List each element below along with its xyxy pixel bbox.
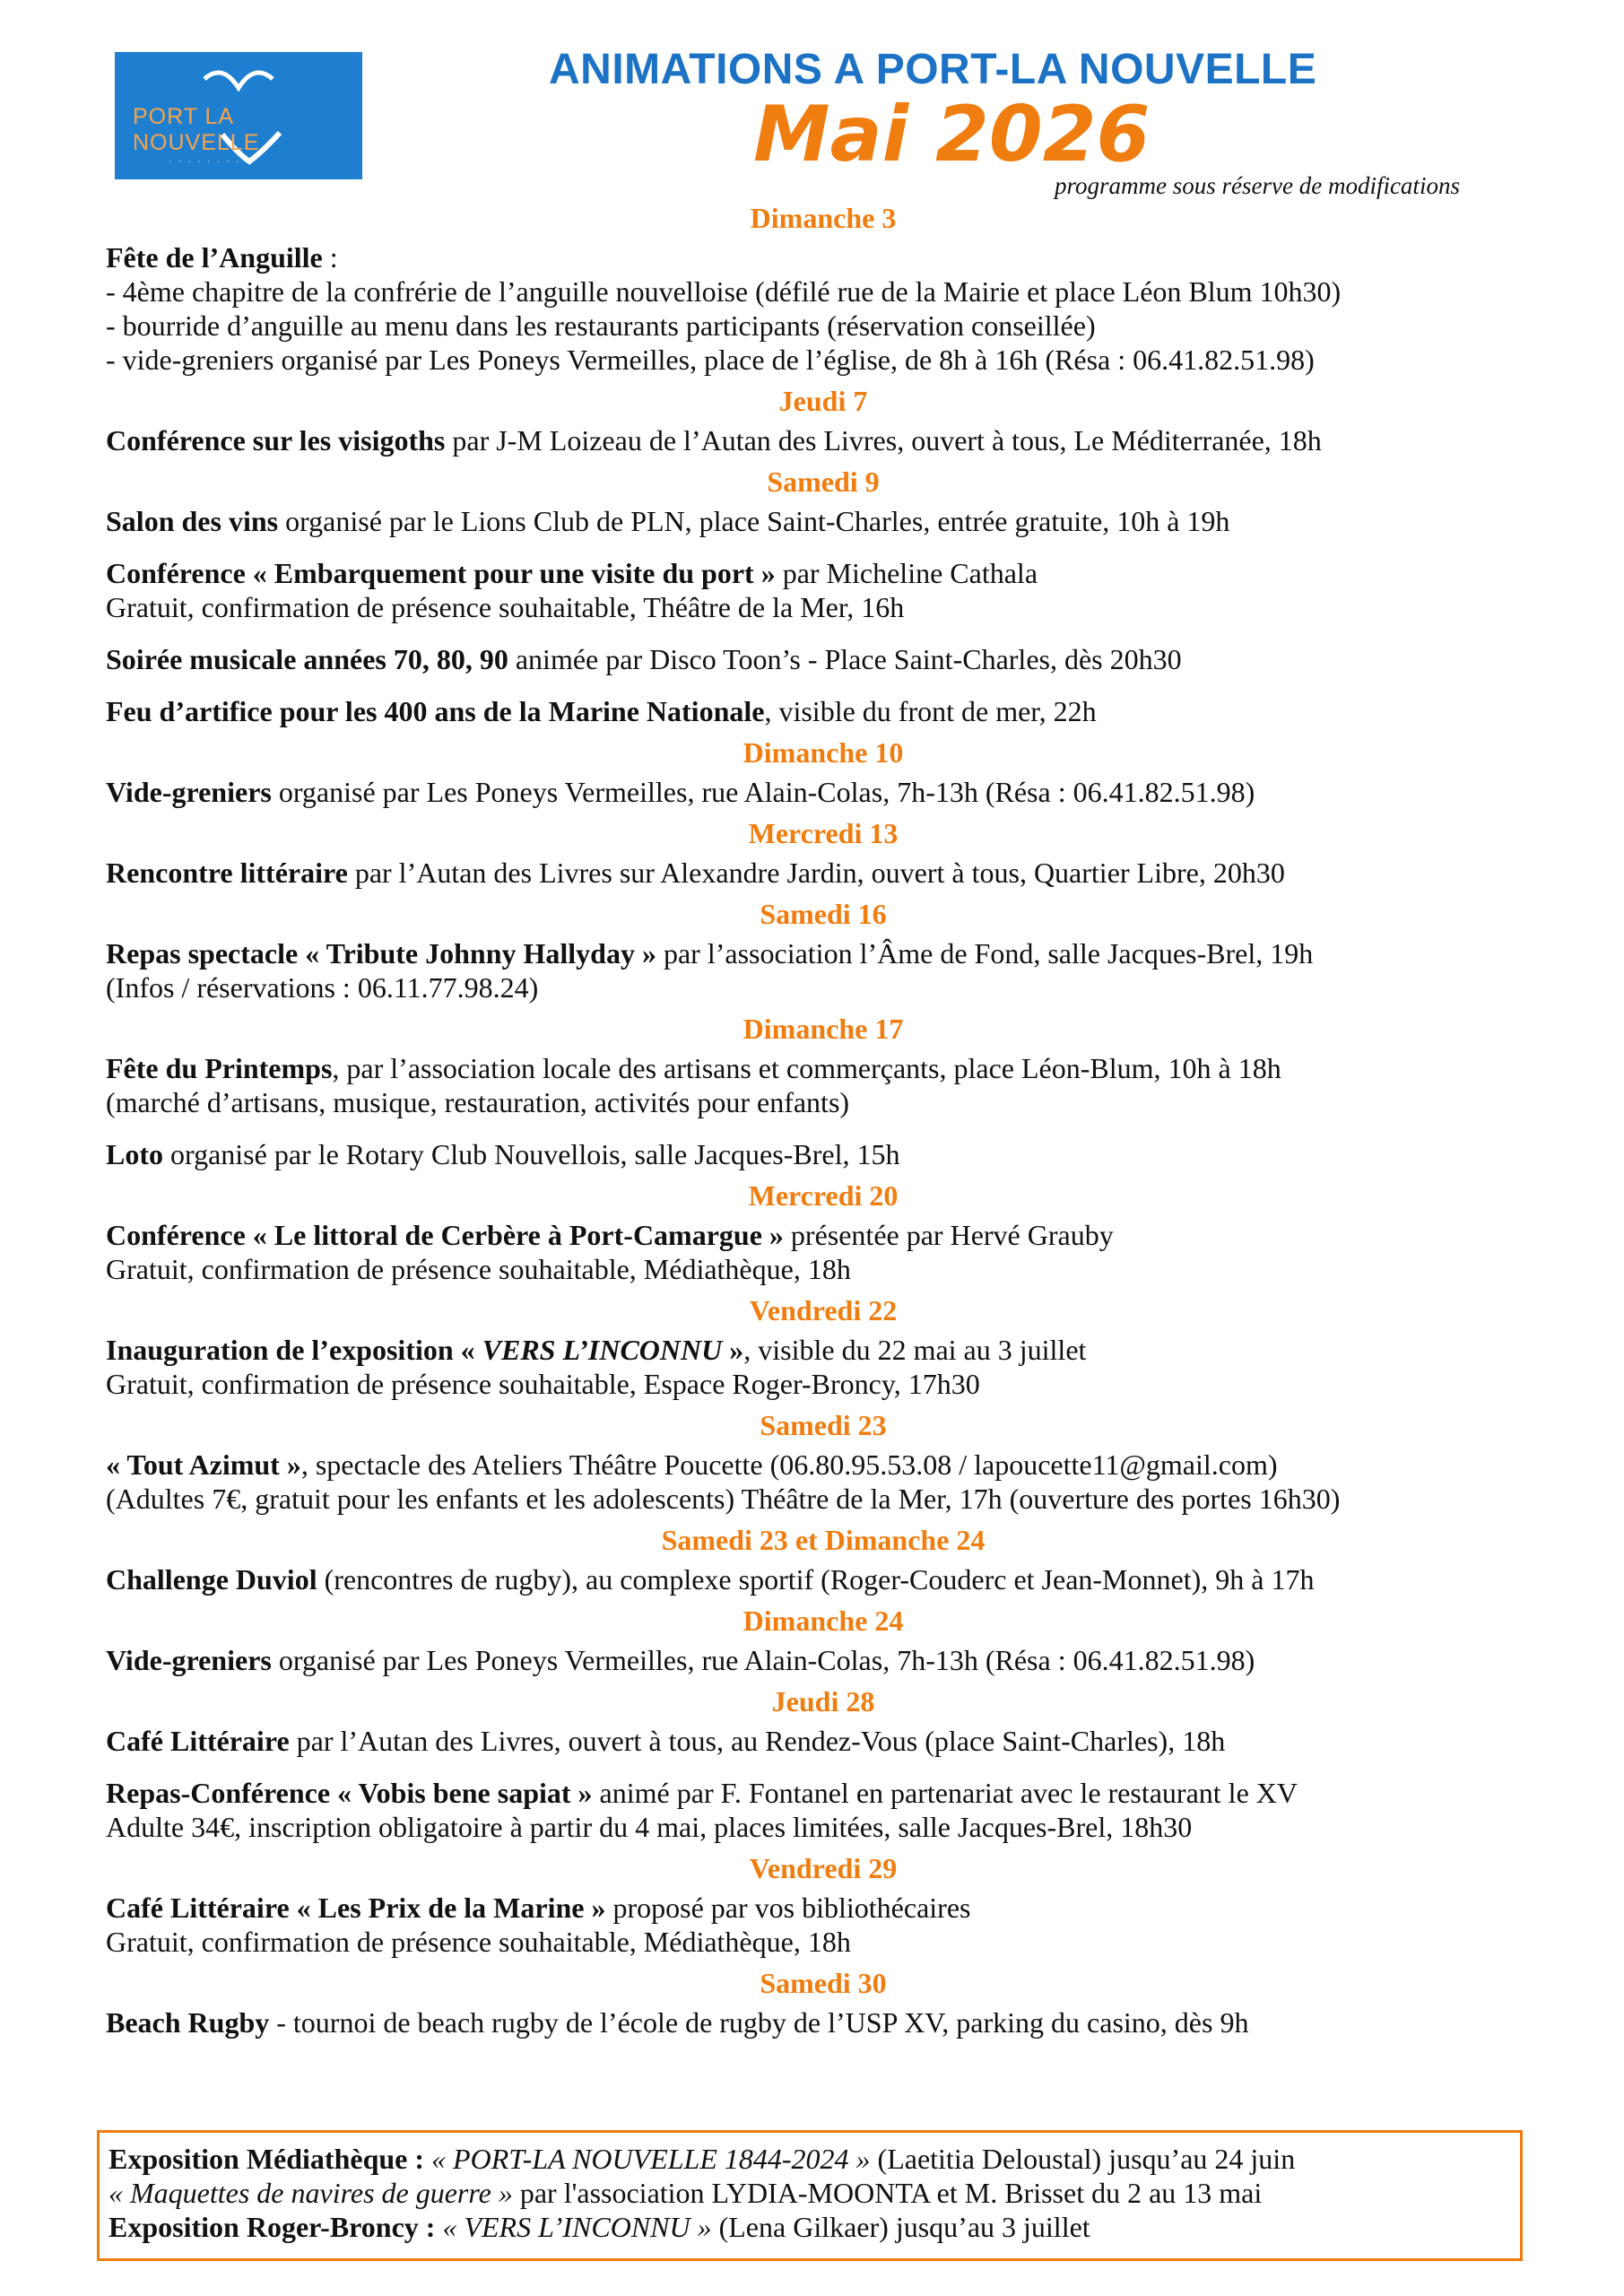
event-detail: (Adultes 7€, gratuit pour les enfants et les adolescents) Théâtre de la Mer, 17h (ouverture des portes 16h30)	[106, 1483, 1341, 1515]
event	[106, 1051, 1541, 1119]
event-text: organisé par le Rotary Club Nouvellois, salle Jacques-Brel, 15h	[163, 1138, 900, 1170]
event-title: Conférence « Embarquement pour une visite du port »	[106, 557, 776, 589]
event	[106, 556, 1541, 624]
event	[106, 1333, 1541, 1401]
event-title: Repas-Conférence « Vobis bene sapiat »	[106, 1777, 593, 1809]
event-title: Feu d’artifice pour les 400 ans de la Marine Nationale	[106, 695, 765, 727]
day-heading: Dimanche 24	[743, 1605, 904, 1637]
event-text: par l’association l’Âme de Fond, salle Jacques-Brel, 19h	[656, 937, 1314, 970]
port-la-nouvelle-logo	[115, 52, 362, 179]
expo-text: par l'association LYDIA-MOONTA et M. Brisset du 2 au 13 mai	[512, 2177, 1263, 2209]
exhibitions-box	[97, 2130, 1523, 2261]
day-heading: Dimanche 3	[750, 202, 897, 234]
event-title: Challenge Duviol	[106, 1563, 317, 1596]
event-text: présentée par Hervé Grauby	[783, 1219, 1114, 1251]
event-text: animée par Disco Toon’s - Place Saint-Charles, dès 20h30	[508, 643, 1182, 675]
expo-name: « PORT-LA NOUVELLE 1844-2024 »	[431, 2143, 871, 2175]
expo-text: (Laetitia Deloustal) jusqu’au 24 juin	[870, 2143, 1296, 2175]
day-heading: Mercredi 20	[748, 1179, 899, 1212]
event-text: (rencontres de rugby), au complexe sportif (Roger-Couderc et Jean-Monnet), 9h à 17h	[317, 1563, 1315, 1596]
event-text: par Micheline Cathala	[775, 557, 1038, 589]
event-text: animé par F. Fontanel en partenariat avec le restaurant le XV	[592, 1777, 1298, 1809]
event	[106, 504, 1541, 538]
day-heading: Vendredi 29	[749, 1852, 898, 1884]
day-heading: Samedi 30	[760, 1967, 887, 1999]
event-text: organisé par le Lions Club de PLN, place Saint-Charles, entrée gratuite, 10h à 19h	[278, 505, 1230, 537]
event	[106, 642, 1541, 676]
program-list	[106, 201, 1541, 2039]
event-title: Fête de l’Anguille	[106, 241, 323, 274]
event	[106, 2005, 1541, 2039]
event-detail: - vide-greniers organisé par Les Poneys Vermeilles, place de l’église, de 8h à 16h (Résa : 06.41.82.51.98)	[106, 344, 1315, 376]
day-heading: Dimanche 10	[743, 736, 904, 769]
event	[106, 1448, 1541, 1516]
expo-name: « VERS L’INCONNU »	[442, 2211, 712, 2243]
logo-text: PORT LA NOUVELLE	[133, 104, 260, 155]
event-text: :	[322, 241, 338, 274]
expo-text: (Lena Gilkaer) jusqu’au 3 juillet	[711, 2211, 1090, 2243]
event-title: Rencontre littéraire	[106, 857, 348, 889]
event-title: Café Littéraire « Les Prix de la Marine »	[106, 1892, 606, 1924]
event-text: par l’Autan des Livres sur Alexandre Jardin, ouvert à tous, Quartier Libre, 20h30	[347, 857, 1285, 889]
logo-dots: · · · · · · · · ·	[169, 156, 251, 167]
day-heading: Jeudi 7	[778, 385, 868, 417]
event-detail: - 4ème chapitre de la confrérie de l’anguille nouvelloise (défilé rue de la Mairie et place Léon Blum 10h30)	[106, 275, 1342, 308]
event-text: organisé par Les Poneys Vermeilles, rue Alain-Colas, 7h-13h (Résa : 06.41.82.51.98)	[271, 776, 1255, 808]
event-detail: Gratuit, confirmation de présence souhaitable, Théâtre de la Mer, 16h	[106, 591, 905, 623]
page-title: ANIMATIONS A PORT-LA NOUVELLE	[549, 46, 1317, 93]
day-heading: Samedi 23	[760, 1409, 887, 1441]
expo-name: « Maquettes de navires de guerre »	[109, 2177, 513, 2209]
event-text: par l’Autan des Livres, ouvert à tous, au Rendez-Vous (place Saint-Charles), 18h	[289, 1725, 1226, 1757]
event-detail: (Infos / réservations : 06.11.77.98.24)	[106, 971, 539, 1004]
exhibition-name: VERS L’INCONNU	[482, 1334, 723, 1366]
expo-title: Exposition Médiathèque :	[109, 2143, 432, 2175]
event	[106, 1137, 1541, 1171]
event-text: - tournoi de beach rugby de l’école de rugby de l’USP XV, parking du casino, dès 9h	[269, 2006, 1249, 2039]
day-heading: Samedi 23 et Dimanche 24	[661, 1524, 986, 1556]
event-title: Conférence « Le littoral de Cerbère à Port-Camargue »	[106, 1219, 784, 1251]
event-title: Vide-greniers	[106, 776, 272, 808]
event-title: Salon des vins	[106, 505, 279, 537]
event-title: Inauguration de l’exposition «	[106, 1334, 482, 1366]
event-title: Beach Rugby	[106, 2006, 270, 2039]
day-heading: Jeudi 28	[771, 1685, 875, 1718]
event	[106, 694, 1541, 728]
expo-title: Exposition Roger-Broncy :	[109, 2211, 443, 2243]
event-title: Vide-greniers	[106, 1644, 272, 1676]
event	[106, 856, 1541, 890]
event-text: , visible du 22 mai au 3 juillet	[743, 1334, 1087, 1366]
event-detail: Gratuit, confirmation de présence souhaitable, Médiathèque, 18h	[106, 1926, 851, 1958]
event-title: Repas spectacle « Tribute Johnny Hallyday »	[106, 937, 656, 970]
day-heading: Vendredi 22	[749, 1294, 898, 1326]
event-text: , par l’association locale des artisans et commerçants, place Léon-Blum, 10h à 18h	[332, 1052, 1281, 1084]
day-heading: Samedi 16	[760, 898, 887, 930]
event-detail: (marché d’artisans, musique, restauration, activités pour enfants)	[106, 1086, 850, 1118]
event-text: , visible du front de mer, 22h	[764, 695, 1097, 727]
event-text: par J-M Loizeau de l’Autan des Livres, ouvert à tous, Le Méditerranée, 18h	[445, 424, 1322, 457]
event	[106, 936, 1541, 1004]
event-title: Fête du Printemps	[106, 1052, 333, 1084]
event	[106, 1218, 1541, 1286]
event-text: organisé par Les Poneys Vermeilles, rue Alain-Colas, 7h-13h (Résa : 06.41.82.51.98)	[271, 1644, 1255, 1676]
day-heading: Mercredi 13	[748, 817, 899, 849]
event-title: Loto	[106, 1138, 163, 1170]
event-text: , spectacle des Ateliers Théâtre Poucette (06.80.95.53.08 / lapoucette11@gmail.com)	[300, 1448, 1278, 1481]
day-heading: Dimanche 17	[743, 1013, 904, 1045]
event	[106, 423, 1541, 457]
event	[106, 240, 1541, 377]
day-heading: Samedi 9	[767, 465, 880, 498]
event-title: Café Littéraire	[106, 1725, 290, 1757]
event	[106, 1891, 1541, 1959]
event	[106, 1776, 1541, 1844]
event	[106, 775, 1541, 809]
event-detail: Gratuit, confirmation de présence souhaitable, Espace Roger-Broncy, 17h30	[106, 1368, 980, 1400]
event	[106, 1724, 1541, 1758]
event	[106, 1643, 1541, 1677]
month-title: Mai 2026	[753, 90, 1151, 179]
event-title: « Tout Azimut »	[106, 1448, 301, 1481]
event-detail: Adulte 34€, inscription obligatoire à partir du 4 mai, places limitées, salle Jacques-Brel, 18h30	[106, 1811, 1193, 1843]
event-title: Soirée musicale années 70, 80, 90	[106, 643, 508, 675]
event-text: proposé par vos bibliothécaires	[605, 1892, 971, 1924]
event-title-close: »	[722, 1334, 744, 1366]
event	[106, 1562, 1541, 1596]
event-detail: - bourride d’anguille au menu dans les restaurants participants (réservation conseillée)	[106, 309, 1096, 342]
event-detail: Gratuit, confirmation de présence souhaitable, Médiathèque, 18h	[106, 1253, 851, 1285]
event-title: Conférence sur les visigoths	[106, 424, 446, 457]
modification-notice: programme sous réserve de modifications	[1055, 172, 1460, 199]
